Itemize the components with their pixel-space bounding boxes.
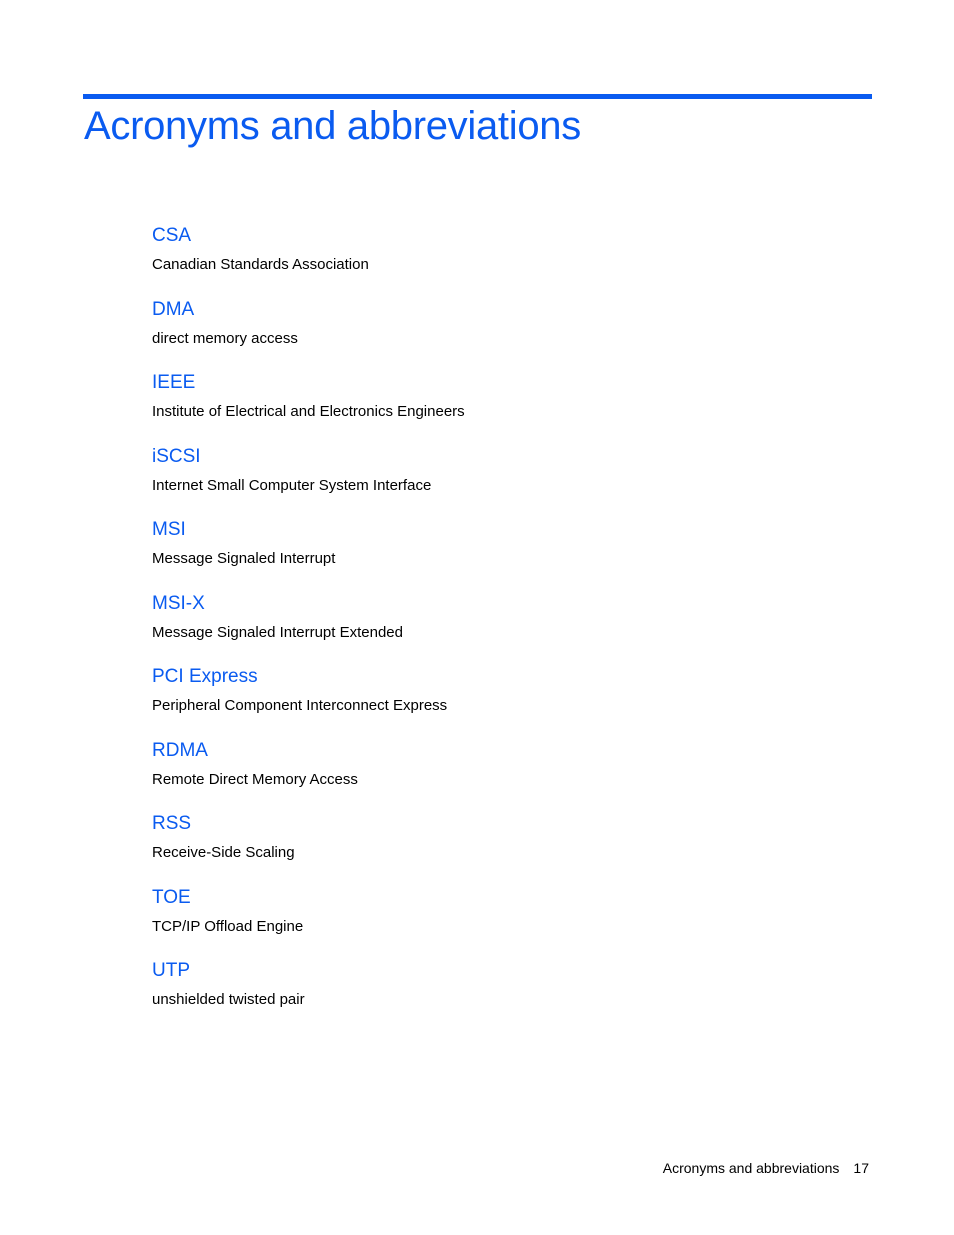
acronym-definition: Internet Small Computer System Interface bbox=[152, 476, 432, 494]
list-item-msi bbox=[152, 517, 852, 591]
list-item-utp bbox=[152, 958, 852, 1032]
acronym-definition: Receive-Side Scaling bbox=[152, 844, 295, 861]
list-item-pci-express bbox=[152, 664, 852, 738]
acronym-list bbox=[152, 223, 852, 1032]
list-item-rss bbox=[152, 811, 852, 885]
acronym-definition: Message Signaled Interrupt bbox=[152, 550, 336, 567]
acronym-link-dma[interactable]: DMA bbox=[152, 298, 195, 320]
page-number: 17 bbox=[853, 1160, 869, 1176]
acronym-link-toe[interactable]: TOE bbox=[152, 886, 191, 908]
footer-section-title: Acronyms and abbreviations bbox=[662, 1160, 840, 1176]
acronym-definition: unshielded twisted pair bbox=[152, 991, 305, 1008]
acronym-definition: Message Signaled Interrupt Extended bbox=[152, 623, 403, 641]
acronym-link-iscsi[interactable]: iSCSI bbox=[152, 445, 201, 467]
list-item-ieee bbox=[152, 370, 852, 444]
title-rule bbox=[83, 94, 872, 99]
list-item-rdma bbox=[152, 738, 852, 812]
acronym-definition: direct memory access bbox=[152, 329, 298, 347]
list-item-iscsi bbox=[152, 444, 852, 518]
list-item-dma bbox=[152, 297, 852, 371]
acronym-definition: Institute of Electrical and Electronics Engineers bbox=[152, 403, 465, 420]
acronym-definition: Peripheral Component Interconnect Express bbox=[152, 697, 448, 714]
page-title: Acronyms and abbreviations bbox=[84, 104, 581, 148]
acronym-link-csa[interactable]: CSA bbox=[152, 225, 192, 246]
list-item-toe bbox=[152, 885, 852, 959]
list-item-csa bbox=[152, 223, 852, 297]
acronym-link-msi[interactable]: MSI bbox=[152, 519, 186, 540]
acronym-link-rss[interactable]: RSS bbox=[152, 813, 192, 834]
acronym-link-pci-express[interactable]: PCI Express bbox=[152, 666, 258, 687]
list-item-msi-x bbox=[152, 591, 852, 665]
acronym-definition: TCP/IP Offload Engine bbox=[152, 917, 304, 935]
page-footer bbox=[663, 1158, 869, 1178]
acronym-link-msi-x[interactable]: MSI-X bbox=[152, 592, 205, 614]
acronym-link-rdma[interactable]: RDMA bbox=[152, 739, 208, 761]
acronym-link-ieee[interactable]: IEEE bbox=[152, 372, 196, 393]
acronym-link-utp[interactable]: UTP bbox=[152, 960, 190, 981]
acronym-definition: Canadian Standards Association bbox=[152, 256, 369, 273]
acronym-definition: Remote Direct Memory Access bbox=[152, 770, 358, 788]
